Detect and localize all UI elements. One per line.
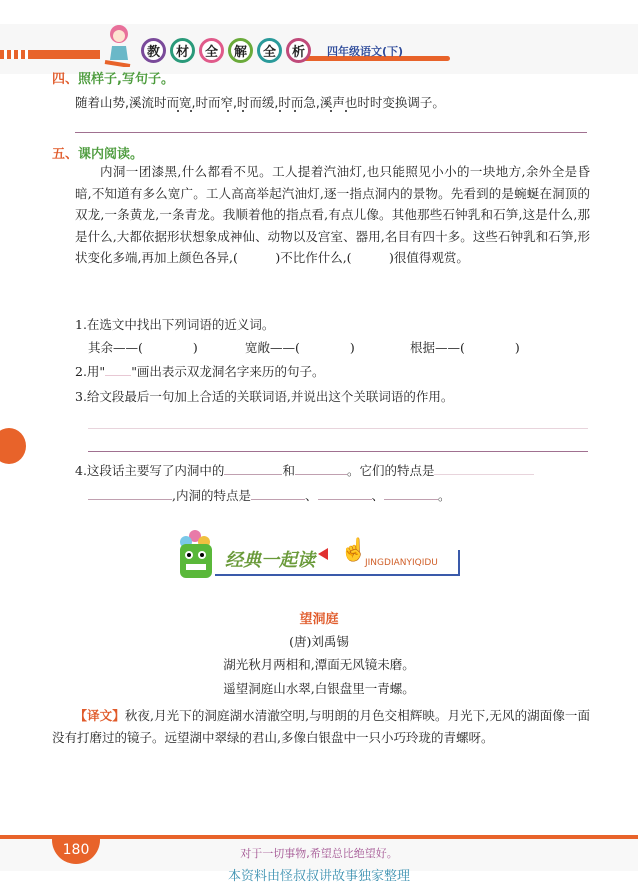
question-2 — [75, 362, 324, 380]
answer-line[interactable] — [88, 428, 588, 429]
header-orange-bar — [30, 50, 100, 59]
example-sentence: 随着山势,溪流时而宽,时而窄,时而缓,时而急,溪声也时时变换调子。 — [75, 95, 445, 110]
title-char-badge: 材 — [170, 38, 195, 63]
question-4-line-1 — [75, 461, 534, 479]
section-5-number: 五、 — [52, 147, 79, 162]
answer-line[interactable] — [75, 132, 587, 133]
question-1: 1.在选文中找出下列词语的近义词。 — [75, 317, 275, 332]
title-char-badge: 全 — [257, 38, 282, 63]
section-4-number: 四、 — [52, 72, 79, 87]
page-number: 180 — [52, 836, 100, 864]
translation-text: 秋夜,月光下的洞庭湖水清澈空明,与明朗的月色交相辉映。月光下,无风的湖面像一面没有打磨过的镜子。远望湖中翠绿的君山,多像白银盘中一只小巧玲珑的青螺呀。 — [52, 708, 590, 745]
q2-prefix: 2.用" — [75, 364, 106, 379]
reading-passage: 内洞一团漆黑,什么都看不见。工人提着汽油灯,也只能照见小小的一块地方,余外全是昏暗,不知道有多么宽广。工人高高举起汽油灯,逐一指点洞内的景物。先看到的是蜿蜒在洞顶的双龙,一条黄龙,一条青龙。我顺着他的指点看,有点儿像。其他那些石钟乳和石笋,这是什么,那是什么,大都依据形状想象成神仙、动物以及宫室、器用,名目有四十多。这些石钟乳和石笋,形状变化多端,再加上颜色各异,( )不比作什么,( )很值得观赏。 — [75, 164, 590, 265]
q4-blank[interactable] — [318, 488, 372, 500]
q4-blank[interactable] — [224, 463, 282, 475]
header-checker-decoration — [0, 50, 30, 59]
watermark: 本资料由怪叔叔讲故事独家整理 — [227, 869, 410, 884]
classic-reading-banner — [170, 528, 465, 583]
q4-blank[interactable] — [384, 488, 438, 500]
pointing-hand-icon: ☝ — [340, 538, 368, 563]
q4-sep: 、 — [304, 488, 318, 503]
question-3: 3.给文段最后一句加上合适的关联词语,并说出这个关联词语的作用。 — [75, 389, 454, 404]
green-monster-icon — [170, 528, 220, 583]
translation-label: 【译文】 — [74, 708, 125, 723]
title-char-badge: 教 — [141, 38, 166, 63]
synonym-3[interactable]: 根据——( ) — [410, 340, 520, 355]
section-5-heading — [52, 143, 143, 162]
poem-line-2: 遥望洞庭山水翠,白银盘里一青螺。 — [223, 681, 415, 696]
grade-label: 四年级语文(下) — [327, 45, 404, 58]
q4-text-d: ,内洞的特点是 — [172, 488, 251, 503]
section-4-title: 照样子,写句子。 — [78, 72, 174, 87]
synonym-2[interactable]: 宽敞——( ) — [245, 340, 355, 355]
section-5-title: 课内阅读。 — [78, 147, 144, 162]
q4-text-c: 。它们的特点是 — [346, 463, 435, 478]
q4-text-a: 4.这段话主要写了内洞中的 — [75, 463, 225, 478]
q4-blank[interactable] — [295, 463, 347, 475]
poem-line-1: 湖光秋月两相和,潭面无风镜未磨。 — [223, 657, 415, 672]
q4-blank[interactable] — [434, 463, 534, 475]
poem-author: (唐)刘禹锡 — [289, 634, 349, 649]
side-tab-mascot-icon — [0, 428, 26, 464]
q4-end: 。 — [438, 488, 451, 503]
poem-title: 望洞庭 — [299, 612, 339, 627]
translation — [52, 705, 590, 748]
underline-sample — [105, 364, 131, 376]
q4-text-b: 和 — [282, 463, 295, 478]
title-char-badge: 解 — [228, 38, 253, 63]
section-4-heading — [52, 68, 174, 87]
question-4-line-2 — [88, 486, 451, 504]
cartoon-girl-icon — [100, 22, 138, 67]
arrow-icon — [318, 548, 328, 560]
banner-title: 经典一起读 — [225, 550, 315, 571]
q4-sep: 、 — [371, 488, 385, 503]
synonym-1[interactable]: 其余——( ) — [88, 340, 198, 355]
answer-line[interactable] — [88, 451, 588, 452]
q2-suffix: "画出表示双龙洞名字来历的句子。 — [131, 364, 325, 379]
title-char-badge: 全 — [199, 38, 224, 63]
q4-blank[interactable] — [88, 488, 172, 500]
banner-pinyin: JINGDIANYIQIDU — [365, 558, 438, 568]
footer-motto: 对于一切事物,希望总比绝望好。 — [240, 847, 398, 860]
q4-blank[interactable] — [251, 488, 305, 500]
header-band — [0, 24, 638, 74]
title-char-badge: 析 — [286, 38, 311, 63]
